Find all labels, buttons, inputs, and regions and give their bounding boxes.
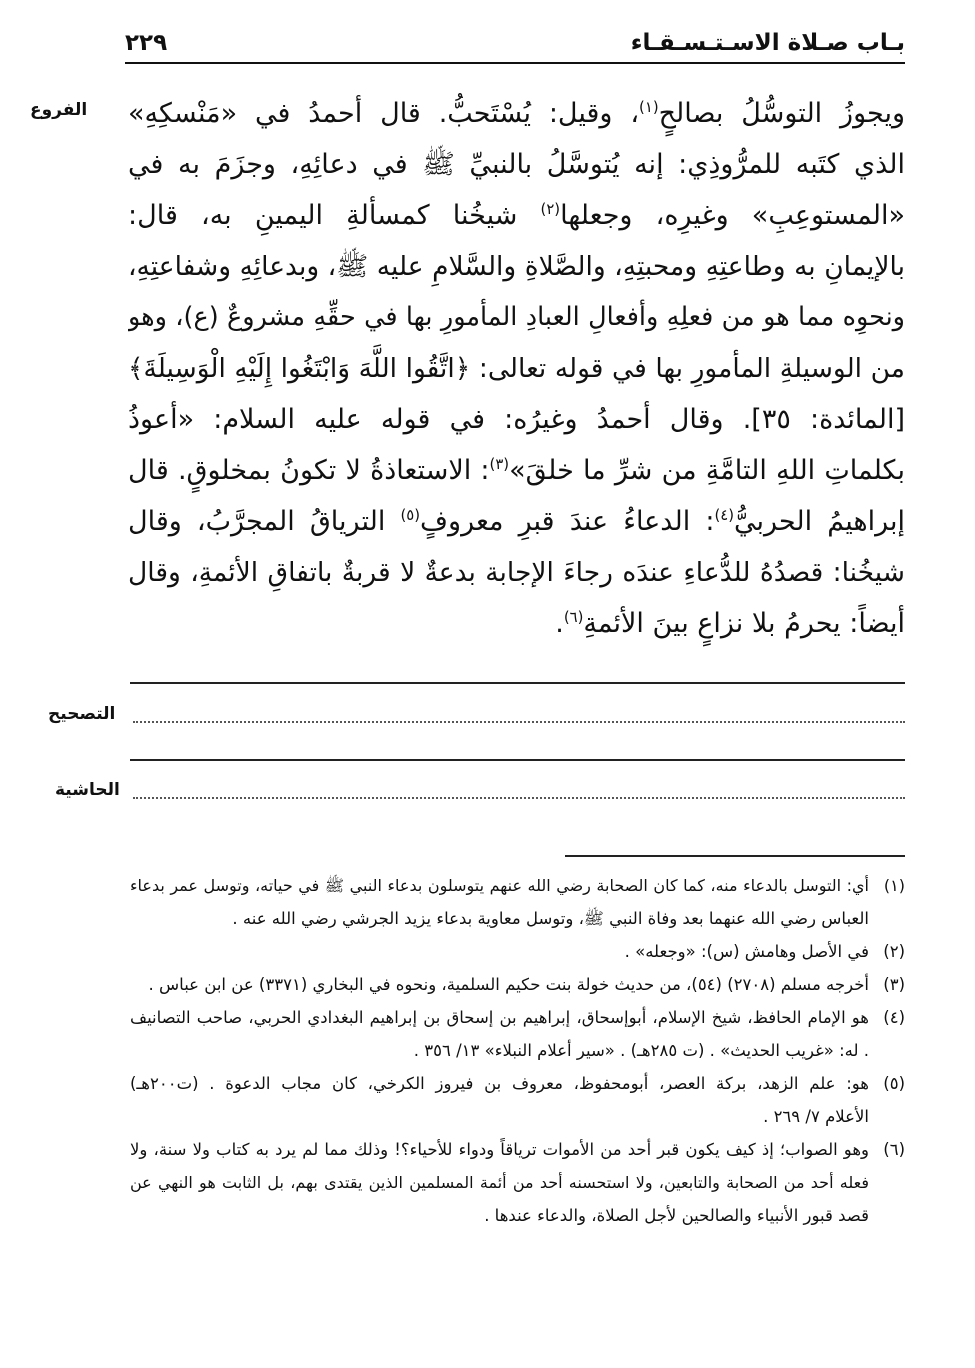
footnote-separator [565, 855, 905, 857]
footnote-line [130, 1001, 905, 1034]
footnote-ref: (٣) [489, 455, 510, 473]
footnote-text: هو: علم الزهد، بركة العصر، أبومحفوظ، معروف بن فيروز الكرخي، كان مجاب الدعوة . (ت٢٠٠هـ) [130, 1074, 869, 1093]
footnote-line [130, 935, 905, 968]
main-line: الذي كتَبه للمرُّوذِي: إنه يُتوسَّلُ بالنبيِّ ﷺ في دعائِهِ، وجزَمَ به في [128, 149, 905, 180]
footnote-number: (٣) [883, 975, 905, 994]
footnote-line [130, 1133, 905, 1166]
footnote-ref: (٤) [714, 506, 735, 524]
footnote-line [130, 869, 905, 902]
footnote-text: أخرجه مسلم (٢٧٠٨) (٥٤)، من حديث خولة بنت حكيم السلمية، ونحوه في البخاري (٣٣٧١) عن ابن عباس . [148, 975, 869, 994]
main-line: ويجوزُ التوسُّلُ بصالحٍ$^{(١)}$، وقيل: يُسْتَحبُّ. قال أحمدُ في «مَنْسكِهِ» [128, 98, 905, 129]
main-text [128, 88, 905, 649]
footnote-line: قصد قبور الأنبياء والصالحين لأجل الصلاة، والدعاء عندها . [484, 1206, 869, 1225]
running-header [125, 26, 905, 60]
footnote-ref: (٥) [400, 506, 421, 524]
footnote-number: (١) [883, 876, 905, 895]
chapter-title: بـاب صـلاة الاسـتـسـقـاء [630, 30, 905, 56]
footnote-line [130, 1067, 905, 1100]
footnote-text: وهو الصواب؛ إذ كيف يكون قبر أحد من الأموات ترياقاً ودواء للأحياء؟! وذلك مما لم يرد به كتاب ولا سنة، ولا [130, 1140, 869, 1159]
footnotes [130, 869, 905, 1232]
header-rule [125, 62, 905, 64]
main-line: «المستوعِبِ» وغيرِه، وجعلها$^{(٢)}$ شيخُنا كمسألةِ اليمينِ به، قال: [128, 200, 905, 231]
hashiya-dotted-line [133, 797, 905, 799]
footnote-text: في الأصل وهامش (س): «وجعله» . [624, 942, 869, 961]
footnote-text: هو الإمام الحافظ، شيخ الإسلام، أبوإسحاق، إبراهيم بن إسحاق بن إبراهيم البغدادي الحربي، صاحب التصانيف [130, 1008, 869, 1027]
footnote-ref: (١) [639, 98, 659, 116]
footnote-line: الأعلام ٧/ ٢٦٩ . [763, 1107, 869, 1126]
review-rule-top [130, 682, 905, 684]
page-number: ٢٢٩ [125, 30, 168, 56]
footnote-line: فعله أحد من الصحابة والتابعين، ولا استحسنه أحد من أئمة المسلمين الذين يقتدى بهم، بل الثابت هو النهي عن [130, 1173, 869, 1192]
review-rule-middle [130, 759, 905, 761]
tashih-label: التصحيح [48, 704, 116, 724]
footnote-line: العباس رضي الله عنهما بعد وفاة النبي ﷺ، وتوسل معاوية بدعاء يزيد الجرشي رضي الله عنه . [232, 909, 869, 928]
footnote-number: (٥) [883, 1074, 905, 1093]
footnote-line: . له: «غريب الحديث» . (ت ٢٨٥هـ) . «سير أعلام النبلاء» ١٣/ ٣٥٦ . [413, 1041, 869, 1060]
main-line: إبراهيمُ الحربيُّ$^{(٤)}$: الدعاءُ عندَ قبرِ معروفٍ$^{(٥)}$ الترياقُ المجرَّبُ، وقال [128, 506, 905, 537]
tashih-dotted-line [133, 721, 905, 723]
footnote-number: (٦) [883, 1140, 905, 1159]
main-line: ونحوِه مما هو من فعلِهِ وأفعالِ العبادِ المأمورِ بها في حقِّهِ مشروعٌ (ع)، وهو [128, 302, 905, 332]
hashiya-label: الحاشية [55, 780, 120, 800]
footnote-number: (٤) [883, 1008, 905, 1027]
main-line: [المائدة: ٣٥]. وقال أحمدُ وغيرُه: في قوله عليه السلام: «أعوذُ [128, 404, 905, 435]
footnote-ref: (٢) [540, 200, 561, 218]
main-line: شيخُنا: قصدُهُ للدُّعاءِ عندَه رجاءَ الإجابة بدعةٌ لا قربةٌ باتفاقِ الأئمةِ، وقال [128, 557, 905, 588]
main-line: من الوسيلةِ المأمورِ بها في قوله تعالى: ﴿اتَّقُوا اللَّهَ وَابْتَغُوا إِلَيْهِ الْوَسِيلَةَ﴾ [128, 353, 905, 384]
footnote-line [130, 968, 905, 1001]
side-label-furu: الفروع [30, 100, 88, 120]
footnote-text: أي: التوسل بالدعاء منه، كما كان الصحابة رضي الله عنهم يتوسلون بدعاء النبي ﷺ في حياته، وتوسل عمر بدعاء [130, 876, 869, 895]
main-line: بكلماتِ اللهِ التامَّةِ من شرِّ ما خلقَ»$^{(٣)}$: الاستعاذةُ لا تكونُ بمخلوقٍ. قال [128, 455, 905, 486]
footnote-ref: (٦) [563, 608, 584, 626]
main-line: بالإيمانِ به وطاعتِهِ ومحبتِهِ، والصَّلاةِ والسَّلامِ عليه ﷺ، وبدعائِهِ وشفاعتِهِ، [128, 251, 905, 282]
main-line: أيضاً: يحرمُ بلا نزاعٍ بينَ الأئمةِ$^{(٦)}$. [555, 608, 905, 639]
footnote-number: (٢) [883, 942, 905, 961]
